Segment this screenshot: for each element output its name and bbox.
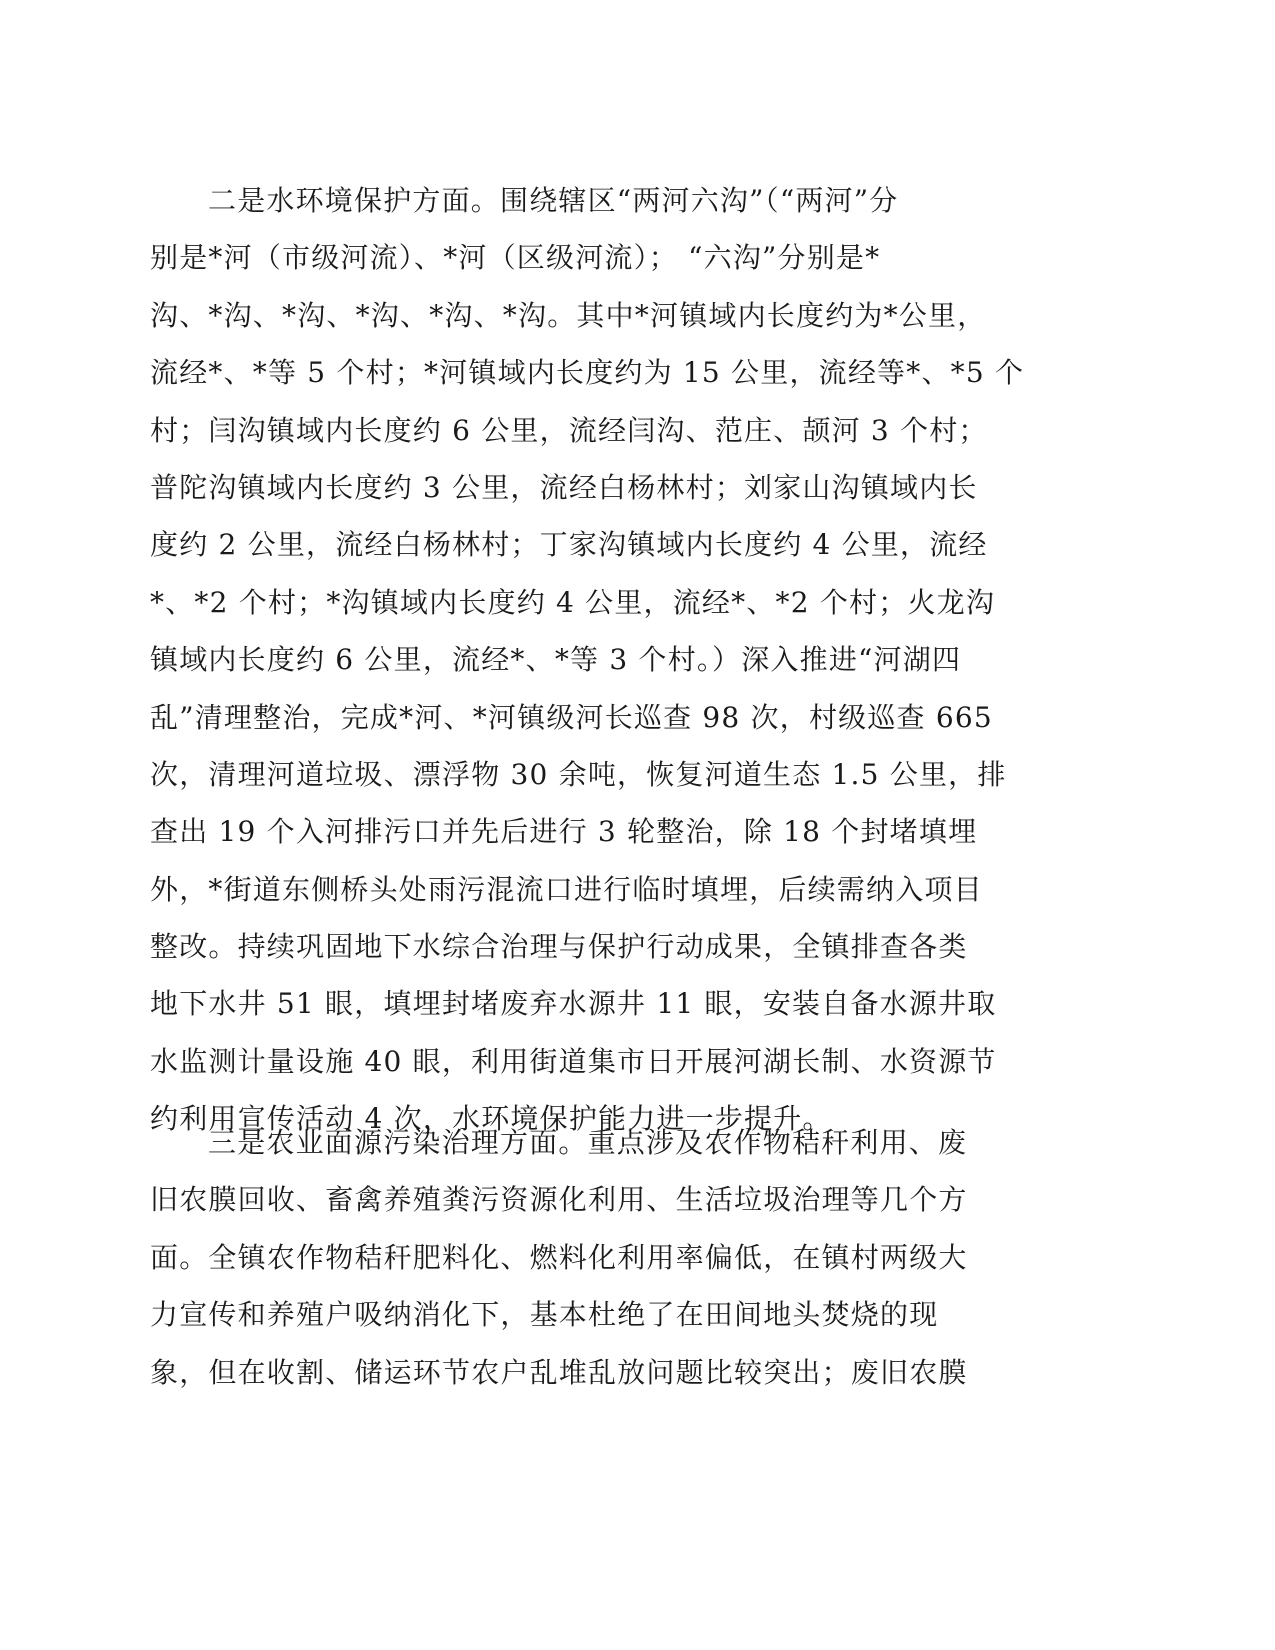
text-line: 水监测计量设施 40 眼，利用街道集市日开展河湖长制、水资源节: [150, 1044, 997, 1078]
text-line: 整改。持续巩固地下水综合治理与保护行动成果，全镇排查各类: [150, 930, 968, 964]
text-line: 村；闫沟镇域内长度约 6 公里，流经闫沟、范庄、颉河 3 个村；: [150, 413, 988, 447]
text-line: 旧农膜回收、畜禽养殖粪污资源化利用、生活垃圾治理等几个方: [150, 1183, 968, 1217]
text-line: 度约 2 公里，流经白杨林村；丁家沟镇域内长度约 4 公里，流经: [150, 528, 988, 562]
text-line: 别是*河（市级河流）、*河（区级河流）； “六沟”分别是*: [150, 241, 881, 275]
text-line: 沟、*沟、*沟、*沟、*沟、*沟。其中*河镇域内长度约为*公里，: [150, 298, 987, 332]
text-line: 约利用宣传活动 4 次，水环境保护能力进一步提升。: [150, 1102, 832, 1136]
text-line: 象，但在收割、储运环节农户乱堆乱放问题比较突出；废旧农膜: [150, 1355, 968, 1389]
text-line: 力宣传和养殖户吸纳消化下，基本杜绝了在田间地头焚烧的现: [150, 1298, 939, 1332]
text-line: 外，*街道东侧桥头处雨污混流口进行临时填埋，后续需纳入项目: [150, 872, 983, 906]
text-line: *、*2 个村；*沟镇域内长度约 4 公里，流经*、*2 个村；火龙沟: [150, 585, 996, 619]
text-line: 乱”清理整治，完成*河、*河镇级河长巡查 98 次，村级巡查 665: [150, 700, 993, 734]
text-line: 普陀沟镇域内长度约 3 公里，流经白杨林村；刘家山沟镇域内长: [150, 470, 978, 504]
text-line: 三是农业面源污染治理方面。重点涉及农作物秸秆利用、废: [208, 1126, 968, 1159]
text-line: 面。全镇农作物秸秆肥料化、燃料化利用率偏低，在镇村两级大: [150, 1240, 968, 1274]
text-line: 查出 19 个入河排污口并先后进行 3 轮整治，除 18 个封堵填埋: [150, 815, 978, 849]
text-line: 流经*、*等 5 个村；*河镇域内长度约为 15 公里，流经等*、*5 个: [150, 356, 1025, 390]
paragraph-agricultural-pollution: [150, 1114, 1050, 1401]
paragraph-water-environment: [150, 172, 1050, 1148]
text-line: 地下水井 51 眼，填埋封堵废弃水源井 11 眼，安装自备水源井取: [150, 987, 997, 1021]
text-line: 二是水环境保护方面。围绕辖区“两河六沟”（“两河”分: [208, 184, 899, 217]
text-line: 次，清理河道垃圾、漂浮物 30 余吨，恢复河道生态 1.5 公里，排: [150, 757, 1007, 791]
text-line: 镇域内长度约 6 公里，流经*、*等 3 个村。）深入推进“河湖四: [150, 643, 962, 677]
